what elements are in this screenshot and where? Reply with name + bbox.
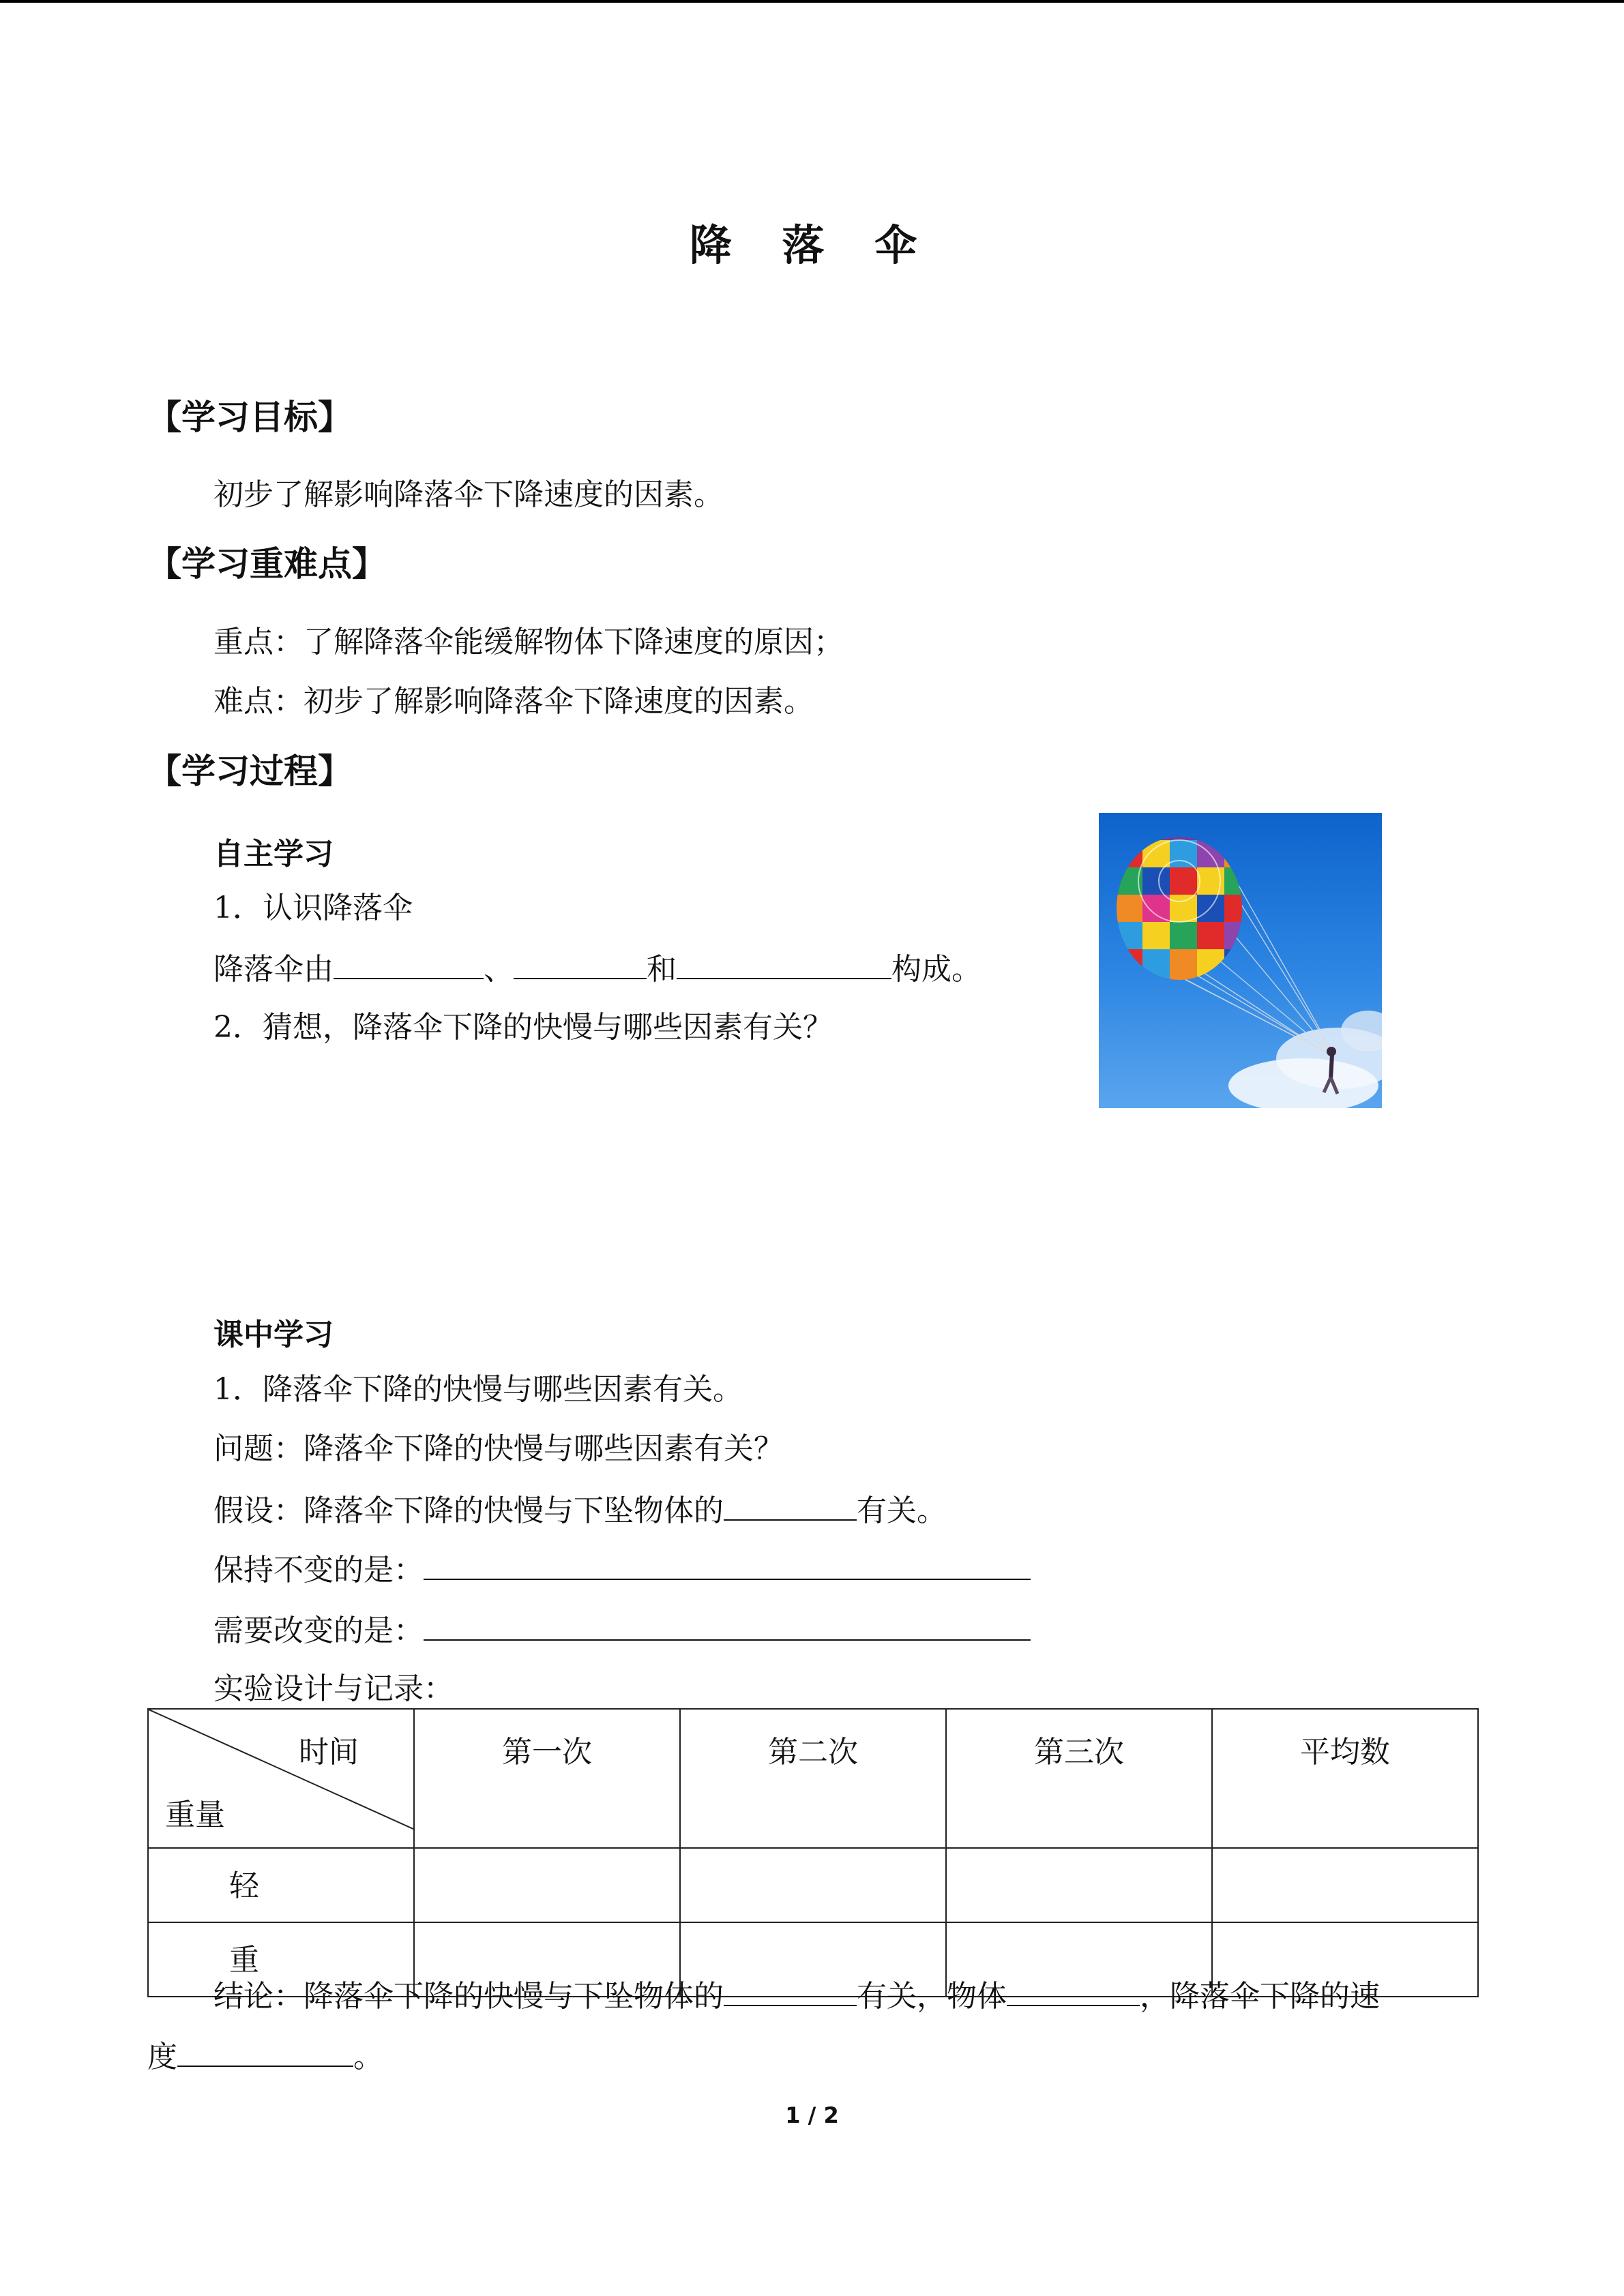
question-text: 问题：降落伞下降的快慢与哪些因素有关？ [213, 1431, 784, 1466]
self-study-heading: 自主学习 [213, 837, 334, 871]
heading-difficulty: 【学习重难点】 [147, 544, 386, 584]
experiment-record-table [147, 1708, 1479, 1997]
composition-sep-2: 和 [647, 952, 677, 987]
column-header: 第三次 [946, 1709, 1212, 1848]
hypothesis-suffix: 有关。 [857, 1493, 947, 1528]
design-label: 实验设计与记录： [213, 1671, 454, 1706]
composition-suffix: 构成。 [891, 952, 981, 987]
conclusion-mid-2: ，降落伞下降的速 [1140, 1979, 1380, 2014]
blank-conclusion-3[interactable] [177, 2036, 353, 2067]
blank-constant[interactable] [424, 1549, 1031, 1580]
page-top-border [0, 0, 1624, 3]
blank-conclusion-2[interactable] [1007, 1975, 1140, 2006]
key-point-text: 重点：了解降落伞能缓解物体下降速度的原因； [213, 625, 844, 659]
table-header-row [148, 1709, 1478, 1848]
page-title: 降 落 伞 [689, 220, 935, 270]
composition-sentence [213, 948, 981, 990]
conclusion-mid-1: 有关，物体 [857, 1979, 1007, 2014]
parachute-photo [1099, 813, 1382, 1108]
blank-conclusion-1[interactable] [724, 1975, 857, 2006]
table-corner-cell [148, 1709, 414, 1848]
heading-goals: 【学习目标】 [147, 398, 352, 437]
variable-line [213, 1609, 1031, 1652]
corner-label-time: 时间 [299, 1735, 359, 1770]
blank-part-1[interactable] [334, 948, 484, 979]
table-cell[interactable] [414, 1848, 680, 1922]
blank-part-2[interactable] [514, 948, 647, 979]
blank-variable[interactable] [424, 1609, 1031, 1641]
heading-process: 【学习过程】 [147, 751, 352, 791]
column-header: 平均数 [1212, 1709, 1478, 1848]
table-cell[interactable] [946, 1848, 1212, 1922]
composition-sep-1: 、 [484, 952, 514, 987]
conclusion-line2-suffix: 。 [353, 2040, 383, 2074]
conclusion-line-2 [147, 2036, 383, 2078]
corner-label-weight: 重量 [165, 1798, 225, 1832]
column-header: 第二次 [680, 1709, 946, 1848]
conclusion-line2-prefix: 度 [147, 2040, 177, 2074]
row-label: 重 [148, 1922, 414, 1997]
column-header: 第一次 [414, 1709, 680, 1848]
variable-label: 需要改变的是： [213, 1613, 424, 1648]
table-row [148, 1848, 1478, 1922]
table-cell[interactable] [1212, 1848, 1478, 1922]
page-number: 1 / 2 [785, 2102, 839, 2128]
self-study-item-1: 1．认识降落伞 [213, 891, 413, 925]
row-label: 轻 [148, 1848, 414, 1922]
blank-part-3[interactable] [677, 948, 891, 979]
hypothesis-prefix: 假设：降落伞下降的快慢与下坠物体的 [213, 1493, 724, 1528]
class-study-heading: 课中学习 [213, 1317, 334, 1352]
conclusion-prefix: 结论：降落伞下降的快慢与下坠物体的 [213, 1979, 724, 2014]
composition-prefix: 降落伞由 [213, 952, 334, 987]
class-study-item-1: 1．降落伞下降的快慢与哪些因素有关。 [213, 1372, 743, 1407]
hypothesis-sentence [213, 1489, 947, 1532]
goals-text: 初步了解影响降落伞下降速度的因素。 [213, 477, 724, 512]
self-study-item-2: 2．猜想，降落伞下降的快慢与哪些因素有关？ [213, 1010, 833, 1045]
constant-label: 保持不变的是： [213, 1553, 424, 1587]
conclusion-line-1 [213, 1975, 1380, 2017]
blank-hypothesis[interactable] [724, 1489, 857, 1521]
table-cell[interactable] [680, 1848, 946, 1922]
hard-point-text: 难点：初步了解影响降落伞下降速度的因素。 [213, 684, 814, 719]
constant-line [213, 1549, 1031, 1591]
